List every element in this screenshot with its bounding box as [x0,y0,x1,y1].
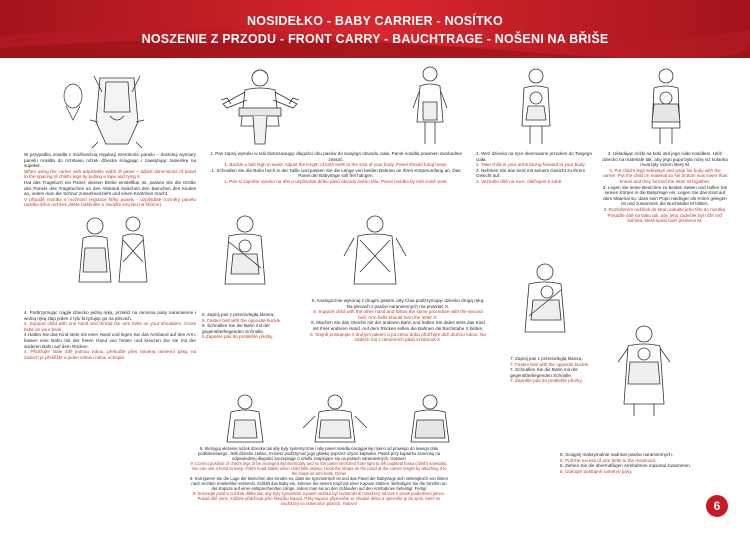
step6-text [310,298,486,343]
step4-cz: 4. Přidržujte stále dítě jednou rukou, přehoďte přes ramena ramenní pásy, na zádech je překřižte a jeden volnou rukou uchopte. [24,349,196,360]
intro-text [24,152,196,208]
step7-en: 7. Fasten belt with the opposite buckle. [510,361,590,367]
step3-pl: 3. Układając nóżki na boki otul jego ciało nosidłem. Ułóż dziecko na materiale tak, aby jego pupa była niżej niż kolanka i tworzyły razem literę M. [602,151,728,168]
banner-background [0,0,750,58]
carrier-panel-illustration [88,72,146,150]
step1-illustration [215,64,305,146]
intro-en: When using the carrier with adjustable width of panel – adjust dimensions of panel to the spacing of child's legs by pulling a tape and tying it. [24,168,196,180]
step3-cz: 3. Rozložením nožiček do stran zabalte jeho tělo do nosítka. Posaďte dítě na látku tak, aby jeho zadeček byl níže než kolínka, která spolu tvoří písmeno M. [603,206,727,224]
step5-text [202,312,306,340]
step7-de: 7. Schnallen Sie die Bahn mit der gegenüberliegenden Schnalle. [510,367,578,378]
step9-illustrations [215,392,465,444]
step4-text [24,310,196,360]
step4-de: 4.Halten Sie das Kind stets mit einer Hand und legen Sie das Armband auf den Arm, fassen eine Bahn mit der freien Hand von hinten und kreuzen Sie sie mit der anderen Bahn auf dem Rücken. [24,332,196,349]
step2-illustration [405,62,455,146]
step6-en: 6. Support child with the other hand and follow the same procedure with the second belt. Arm belts should form the letter X. [313,309,483,320]
step2-en: 2. Take child in your arms facing forward to your body. [476,162,586,168]
step6-de: 6. Machen Sie das Gleiche mit der anderen Bahn und halten Sie dabei stets das Kind mit Ihrer anderen Hand. Auf dem Rücken sollen die Bahnen die Buchstabe X bilden. [311,320,485,331]
step7-cz: 7. Zapněte pás do protilehlé přezky. [510,378,583,384]
step1-en: 1. Buckle a belt high in waist. Adjust the length of both belts to the size of your body. Panel should hang loose. [224,162,448,168]
step2-pl: 2. Weź dziecko na ręce skierowane przodem do Twojego ciała. [476,151,593,162]
step2-child-illustration [510,64,562,146]
step5-de: 5. Schnallen Sie die Bahn mit der gegenüberliegenden Schnalle. [202,323,270,334]
page-number: 6 [706,495,728,517]
tape-detail-illustration [60,78,86,122]
step1-pl: 1. Pas zapnij wysoko w talii dostosowując długości obu pasów do swojego obwodu ciała. Panel nosidła powinien swobodnie zwisać. [210,151,462,162]
step5-cz: 5.Zapněte pás do protilehlé přezky. [202,334,274,340]
step5-en: 5. Fasten belt with the opposite buckle. [202,317,282,323]
step1-text [205,151,467,185]
header-banner [0,0,750,58]
intro-cz: V případě nosítka s možností regulace šířky panelu - uzpůsobte rozměry panelu nosítka šířce nožiček dítěte (stáhněte a zavažte smyčku na šňůrce). [24,196,196,208]
step5-illustration [215,212,275,292]
step8-pl: 8. Ściągnij maksymalnie nadmiar pasów naramiennych. [560,452,674,457]
step7-pl: 7. Zapnij pas z przeciwległą klamrą. [510,356,583,361]
step3-illustration [640,64,692,146]
step6-cz: 6. Stejně postupujte s druhým pásem a po celou dobu přidržujte dítě druhou rukou. Na zádech má z ramenních pásů vzniknout X. [310,331,486,343]
step8-text [560,452,710,474]
step3-en: 3. Put child's legs sideways and wrap his body with the carrier. Put the child on material so his bottom was lower than knees and they formed the letter M together. [602,167,728,184]
intro-de: Hat das Tragetuch ein Panel, dessen Breite einstellbar ist, passen Sie die Größe des Panels des Tragetuches an den Abstand zwischen den Beinchen des Kindes an, indem man die Schnur zusammenzieht und einen Knötchen macht. [24,179,196,197]
step2-de: 2. Nehmen Sie das Kind mit seinem Gesicht zu Ihrem Gesicht auf. [476,167,586,179]
step1-cz: 1. Pás si zapněte vysoko na těle a uzpůsobte délku pásů obvodu svého těla. Panel nosítka by měl volně viset. [224,178,448,184]
step7-text [510,356,604,384]
step9-pl: 9. Skoryguj ułożenie nóżek dziecka tak aby były symetrycznie i aby panel nosidła naciągał się równo od prawego do lewego dołu podkolanowego. Jeśli dziecko zaśnie, możesz podtrzymać jego główkę poprzez użycie kapturka. Pasek przy kapturku zamontuj na odpowiedniej długości zaczepiając o szlufki znajdujące się na pasach naramiennych. Gotowe! [197,446,441,461]
step4-pl: 4. Podtrzymując ciągle dziecko jedną ręką, przełóż na ramiona pasy naramienne i wolną ręką złap jeden z tyłu krzyżując go na plecach. [24,310,196,321]
step8-cz: 8. Utahujte postupně ramenní pásy. [560,468,633,474]
page-subtitle: NOSZENIE Z PRZODU - FRONT CARRY - BAUCHTRAGE - NOŠENI NA BŘIŠE [141,32,609,46]
step9-text [190,446,448,506]
step7-illustration [515,260,577,340]
page-title: NOSIDEŁKO - BABY CARRIER - NOSÍTKO [247,14,503,28]
step5-pl: 5. Zapnij pas z przeciwległą klamrą. [202,312,275,317]
step4-illustration [65,212,153,292]
step9-de: 9. Korrigieren Sie die Lage der Beinchen des Kindes so, dass sie symmetrisch ist und das Panel der Babytrage sich seitengleich von linken nach rechten Kniekehlen erstreckt. Schläft das Baby ein, können Sie seinen Kopf mit einer Kapuze stützen. Befestigen Sie die Streifen an der Kapuze auf einer entsprechenden Länge, indem man sie an den Schlaufen auf den Armbahnen befestigt. Fertig! [190,476,448,491]
step2-cz: 2. Vezměte dítě na ruce, obličejem k sobě. [476,178,563,184]
step6-pl: 6. Analogicznie wykonaj z drugim pasem cały czas podtrzymując dziecko drugą ręką. Na plecach z pasów naramiennych ma powstać X. [311,298,485,309]
intro-pl: W przypadku nosidła z możliwością regulacji szerokości panelu – dostosuj wymiary panelu nosidła do rozstawu nóżek dziecka ściągając i zawiązując tasiemkę na supełek. [24,152,196,169]
step4-en: 4. Support child with one hand and thread the arm belts on your shoulders. Cross belts on your back. [24,321,196,332]
step6-illustration [340,212,410,292]
step8-illustration [612,322,678,418]
step2-text [476,151,598,185]
step8-en: 8. Pull the excess of arm belts to the maximum. [560,457,657,463]
step8-de: 8. Ziehen Sie die übermäßigen Armbahnen maximal zusammen. [560,463,691,469]
step9-en: 9. Correct position of child's legs to be arranged symmetrically and so the panel stretched from right to left popliteal fossa (child's kneepits). You can use a hood to keep child's head stable when child falls asleep. Hook the straps on the hood at the correct length by attaching it to the loops on arm belts. Done! [190,461,448,476]
step9-cz: 9. Srovnejte polohu nožiček dítěte tak, aby byly symetrické a panel nosítka byl rovnoměrně roztažený od levé k pravé podkolenní jamce. Pokud dítě usne, můžete přidržovat jeho hlavičku kapuci. Pásy kapuce připevněte ve vhodné délce a upevněte je do spon, které se nacházejí na ramenních pásech. Hotovo! [192,491,446,506]
step1-de: 1. Schnallen Sie die Bahn hoch in der Taille und passen Sie die Länge von beiden Bahnen an Ihren Körperumfang an. Das Panel der Babytrage soll frei hängen. [211,167,461,179]
step3-de: 3. Legen Sie seine Beinchen zu beiden Seiten und hüllen Sie seinen Körper in die Babytrage ein. Legen Sie das Kind auf dem Material so, dass sein Popo niedriger als Knien gelegen ist und zusammen die Buchstabe M bilden. [602,184,728,207]
step3-text [602,151,728,224]
